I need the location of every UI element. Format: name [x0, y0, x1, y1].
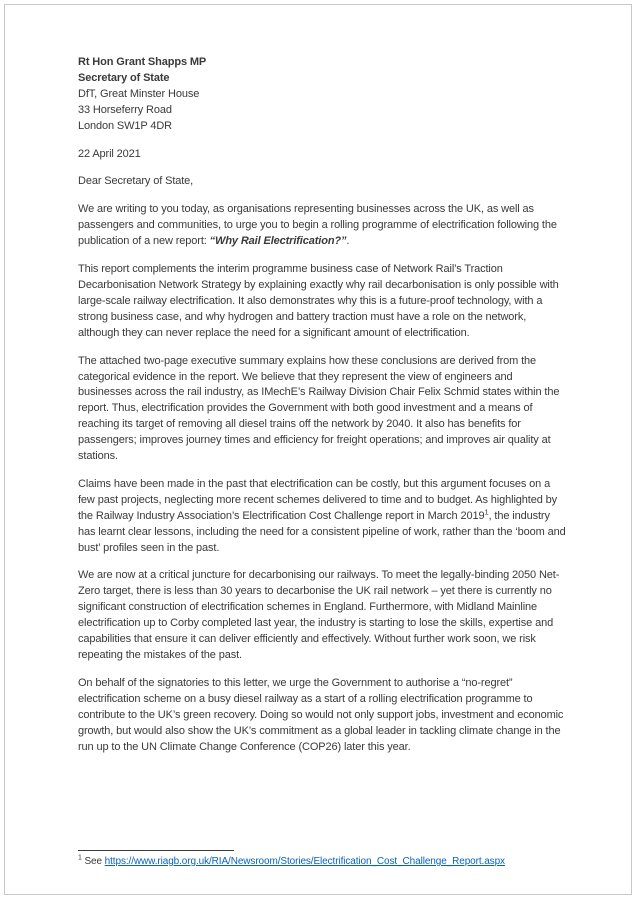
recipient-line: Secretary of State	[78, 71, 170, 84]
paragraph-text: We are writing to you today, as organisations representing businesses across the UK, as well as passengers and communities, to urge you to begin a rolling programme of electrification following the publication of a new report:	[78, 203, 557, 248]
paragraph	[78, 262, 567, 342]
paragraph-text: On behalf of the signatories to this letter, we urge the Government to authorise a “no-regret” electrification scheme on a busy diesel railway as a start of a rolling electrification programme to contribute to the UK’s green recovery. Doing so would not only support jobs, investment and economic growth, but would also show the UK’s commitment as a global leader in tackling climate change in the run up to the UN Climate Change Conference (COP26) later this year.	[78, 676, 564, 753]
footnote-area	[78, 850, 591, 868]
paragraph	[78, 676, 567, 756]
recipient-line: DfT, Great Minster House	[78, 87, 200, 100]
recipient-line: 33 Horseferry Road	[78, 103, 172, 116]
paragraph-text: Claims have been made in the past that electrification can be costly, but this argument focuses on a few past projects, neglecting more recent schemes delivered to time and to budget. As highlighted by the Railway Industry Association’s Electrification Cost Challenge report in March 2019	[78, 477, 558, 522]
footnote-marker: 1	[78, 854, 82, 862]
paragraph-text: We are now at a critical juncture for decarbonising our railways. To meet the legally-binding 2050 Net-Zero target, there is less than 30 years to decarbonise the UK rail network – yet there is currently no significant construction of electrification schemes in England. Furthermore, with Midland Mainline electrification up to Corby completed last year, the industry is starting to lose the skills, expertise and capabilities that ensure it can deliver efficiently and effectively. Without further work soon, we risk repeating the mistakes of the past.	[78, 569, 560, 661]
footnote-link[interactable]: https://www.riagb.org.uk/RIA/Newsroom/Stories/Electrification_Cost_Challenge_Report.aspx	[104, 856, 505, 867]
letter-date: 22 April 2021	[78, 147, 141, 160]
recipient-line: Rt Hon Grant Shapps MP	[78, 56, 207, 68]
footnote-text: See	[84, 856, 102, 867]
paragraph-text: .	[346, 235, 350, 248]
salutation: Dear Secretary of State,	[78, 175, 194, 188]
paragraph	[78, 477, 567, 557]
letter-content	[78, 55, 567, 767]
recipient-line: London SW1P 4DR	[78, 119, 172, 132]
footnote-separator	[78, 850, 234, 851]
paragraph-text: This report complements the interim programme business case of Network Rail’s Traction Decarbonisation Network Strategy by explaining exactly why rail decarbonisation is only possible with large-scale railway electrification. It also demonstrates why this is a future-proof technology, with a strong business case, and why hydrogen and battery traction must have a role on the network, although they can never replace the need for a significant amount of electrification.	[78, 263, 559, 339]
paragraph-text: , the industry has learnt clear lessons, including the need for a consistent pipeline of work, rather than the ‘boom and bust’ profiles seen in the past.	[78, 509, 566, 554]
footnote-reference: 1	[484, 507, 489, 517]
letter-page	[4, 4, 632, 895]
emphasized-text: “Why Rail Electrification?”	[209, 235, 347, 248]
recipient-block	[78, 55, 567, 135]
paragraph	[78, 202, 567, 250]
paragraph	[78, 354, 567, 465]
footnote	[78, 855, 591, 868]
letter-body	[78, 202, 567, 755]
paragraph-text: The attached two-page executive summary explains how these conclusions are derived from the categorical evidence in the report. We believe that they represent the view of engineers and businesses across the rail industry, as IMechE’s Railway Division Chair Felix Schmid states within the report. Thus, electrification provides the Government with both good investment and a means of reaching its target of removing all diesel trains off the network by 2040. It also has benefits for passengers; improves journey times and efficiency for freight operations; and improves air quality at stations.	[78, 354, 560, 463]
paragraph	[78, 568, 567, 663]
